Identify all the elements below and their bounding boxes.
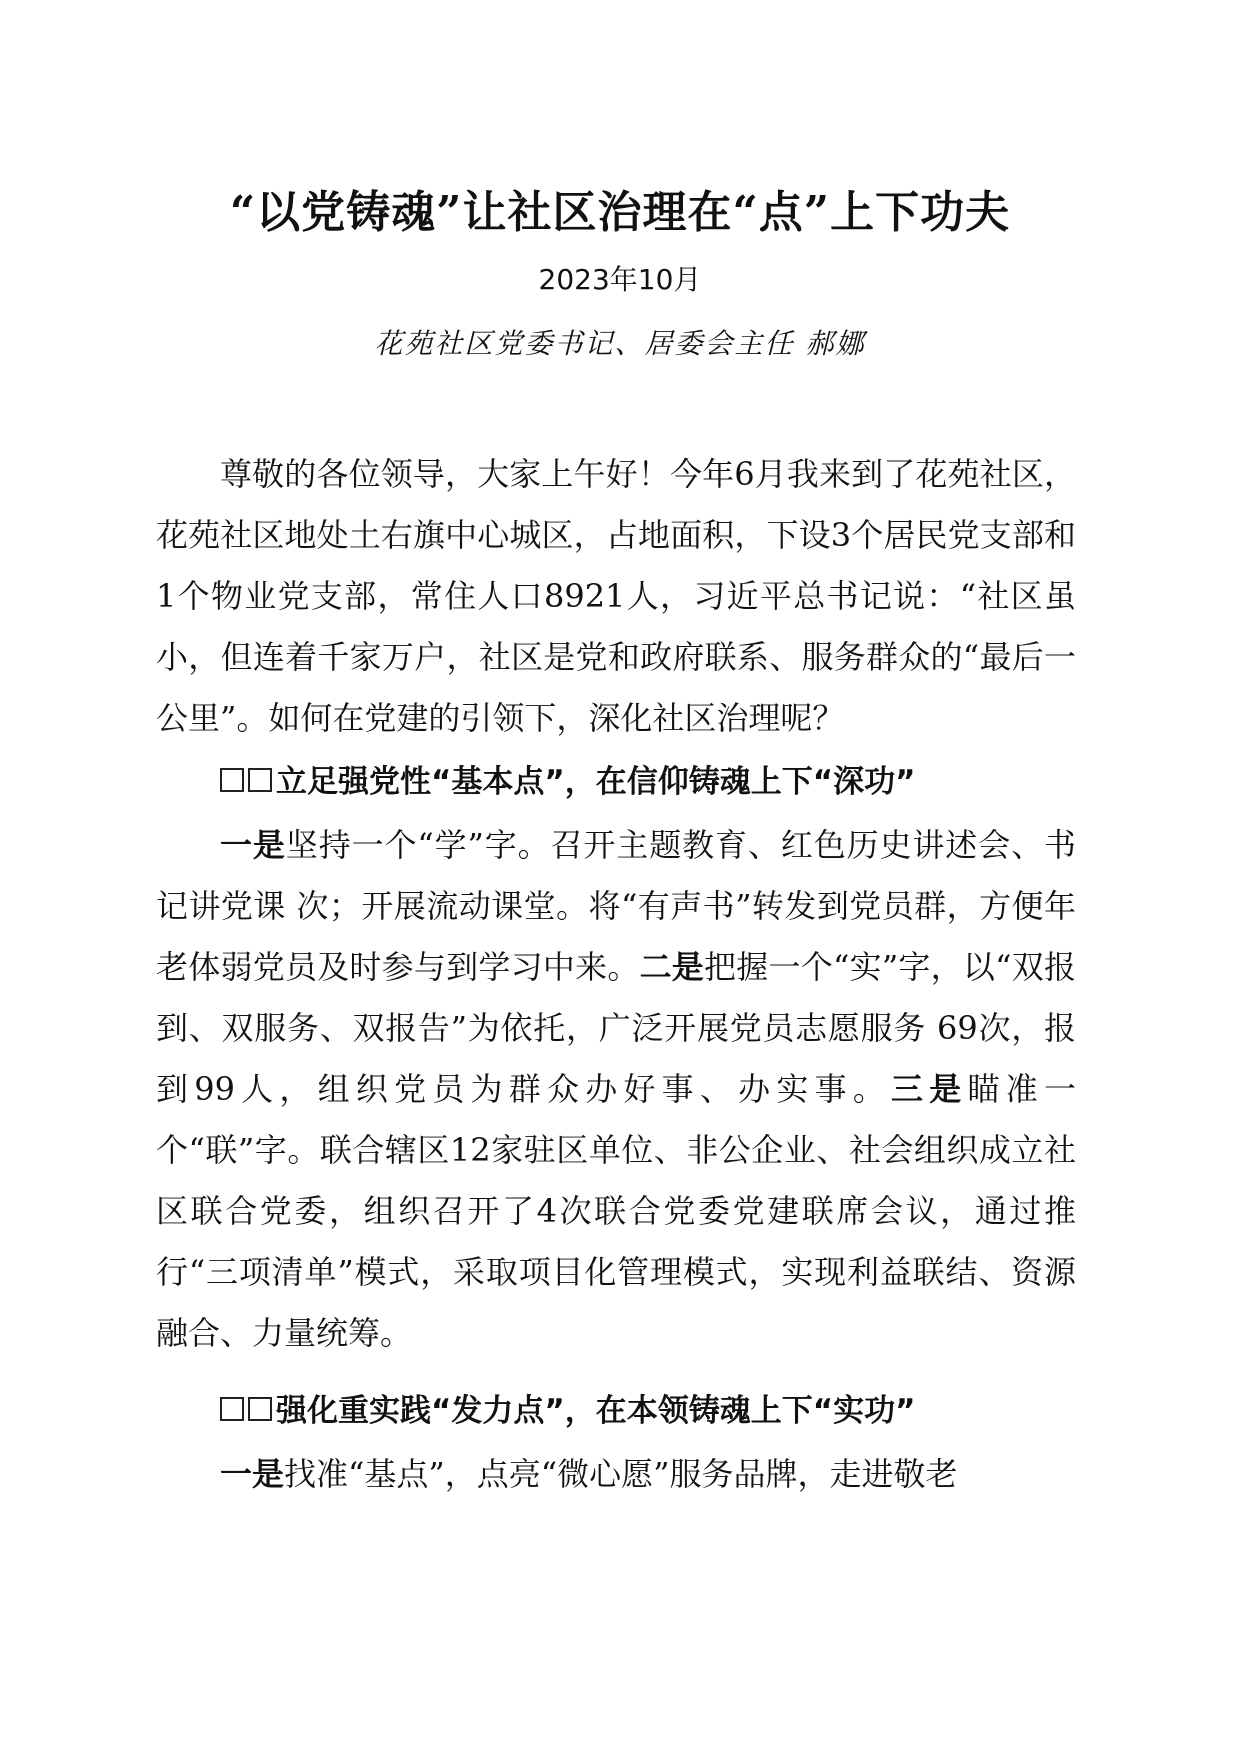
checkbox-glyph-icon [248, 768, 272, 792]
section-heading-1 [156, 749, 1076, 815]
document-date: 2023年10月 [538, 263, 702, 296]
checkbox-glyph-icon [220, 1397, 244, 1421]
paragraph-text: 坚持一个“学”字。召开主题教育、红色历史讲述会、书记讲党课 次；开展流动课堂。将“有声书”转发到党员群，方便年老体弱党员及时参与到学习中来。 [156, 826, 1076, 986]
checkbox-glyph-icon [248, 1397, 272, 1421]
lead-label: 三是 [891, 1070, 968, 1108]
section-heading-text: 立足强党性“基本点”，在信仰铸魂上下“深功” [276, 764, 916, 800]
section-2-paragraph [156, 1444, 1076, 1505]
document-author: 花苑社区党委书记、居委会主任 郝娜 [374, 327, 866, 360]
lead-label: 一是 [220, 1455, 285, 1493]
section-1-paragraph [156, 815, 1076, 1364]
section-heading-text: 强化重实践“发力点”，在本领铸魂上下“实功” [276, 1393, 916, 1429]
section-heading-2 [156, 1378, 1076, 1444]
paragraph-text: 找准“基点”，点亮“微心愿”服务品牌，走进敬老 [284, 1455, 958, 1493]
lead-label: 一是 [220, 826, 286, 864]
intro-paragraph: 尊敬的各位领导，大家上午好！今年6月我来到了花苑社区，花苑社区地处土右旗中心城区，占地面积，下设3个居民党支部和1个物业党支部，常住人口8921人，习近平总书记说：“社区虽小，但连着千家万户，社区是党和政府联系、服务群众的“最后一公里”。如何在党建的引领下，深化社区治理呢？ [156, 455, 1076, 737]
document-body [156, 444, 1076, 1505]
checkbox-glyph-icon [220, 768, 244, 792]
document-title: “以党铸魂”让社区治理在“点”上下功夫 [229, 187, 1011, 238]
lead-label: 二是 [639, 948, 705, 986]
paragraph-text: 把握一个“实”字，以“双报到、双服务、双报告”为依托，广泛开展党员志愿服务 69次，报到99人，组织党员为群众办好事、办实事。 [156, 948, 1076, 1108]
paragraph-text: 瞄准一个“联”字。联合辖区12家驻区单位、非公企业、社会组织成立社区联合党委，组织召开了4次联合党委党建联席会议，通过推行“三项清单”模式，采取项目化管理模式，实现利益联结、资源融合、力量统筹。 [156, 1070, 1076, 1352]
paragraph-gap [156, 1364, 1076, 1378]
